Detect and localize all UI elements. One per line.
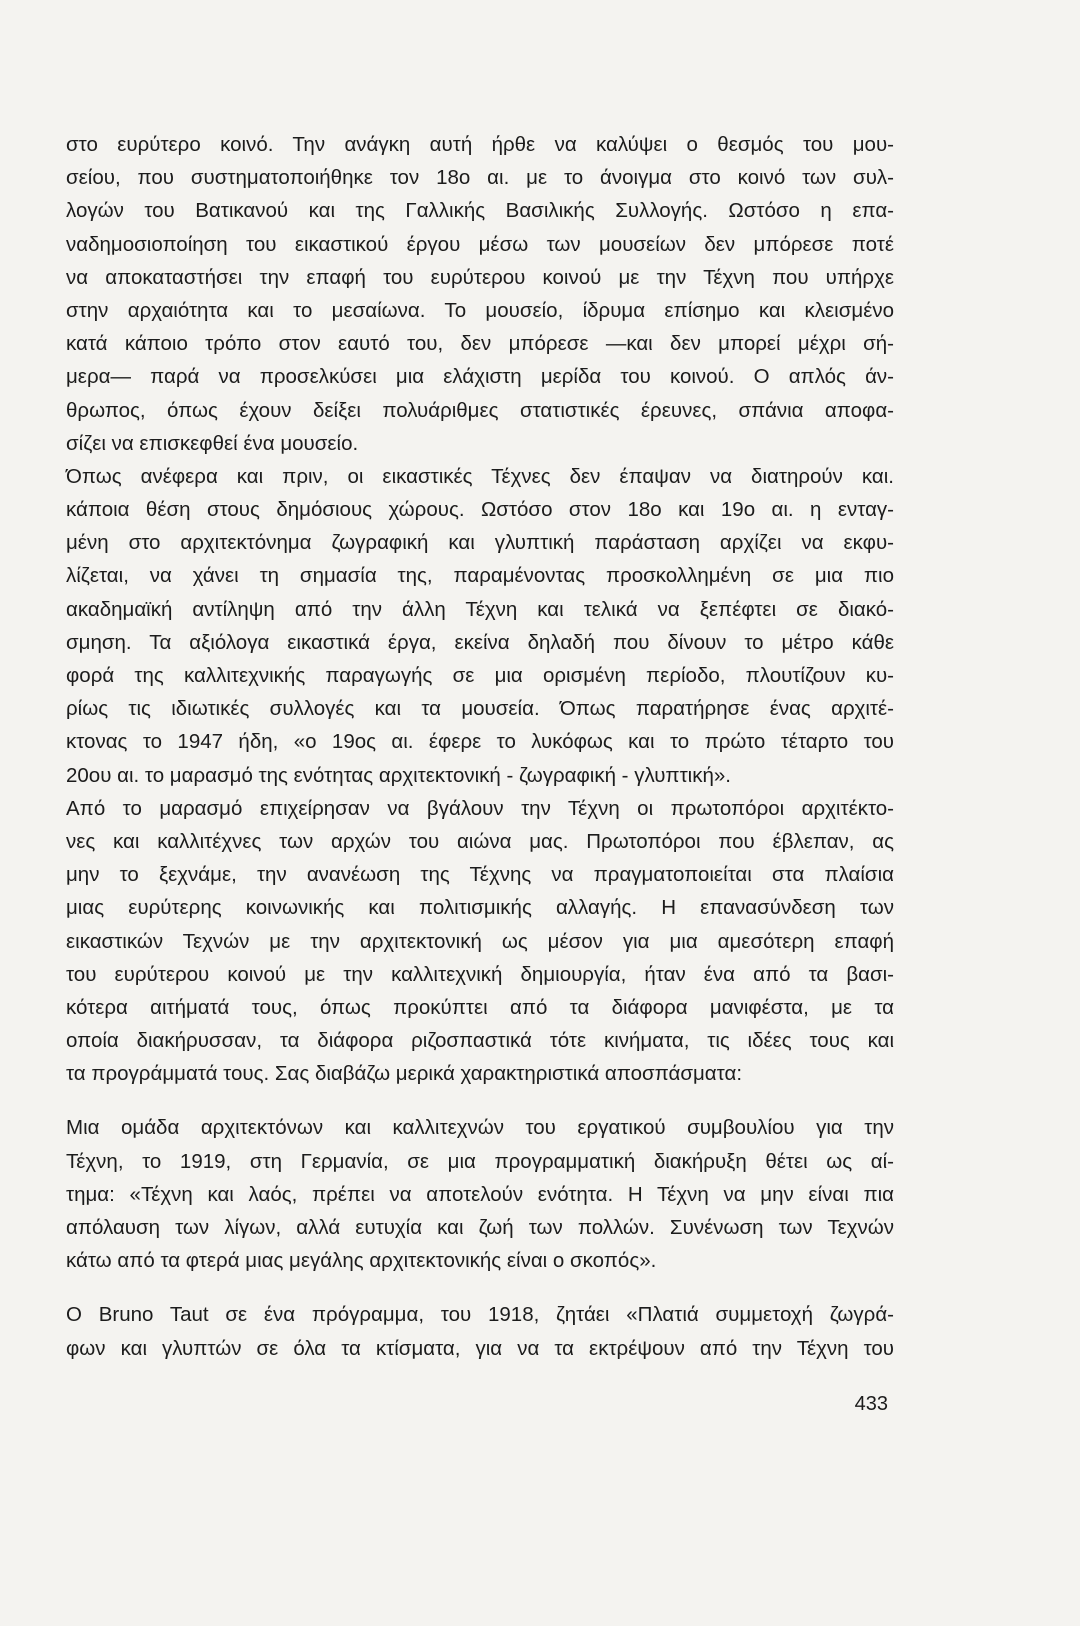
text-line: κάποια θέση στους δημόσιους χώρους. Ωστόσο στον 18ο και 19ο αι. η ενταγ-	[66, 498, 894, 522]
text-line: ρίως τις ιδιωτικές συλλογές και τα μουσεία. Όπως παρατήρησε ένας αρχιτέ-	[66, 697, 894, 721]
text-line: σίζει να επισκεφθεί ένα μουσείο.	[66, 431, 359, 455]
text-line: ναδημοσιοποίηση του εικαστικού έργου μέσω των μουσείων δεν μπόρεσε ποτέ	[66, 232, 894, 256]
text-line: φων και γλυπτών σε όλα τα κτίσματα, για να τα εκτρέψουν από την Τέχνη του	[66, 1336, 894, 1360]
text-line: εικαστικών Τεχνών με την αρχιτεκτονική ως μέσον για μια αμεσότερη επαφή	[66, 929, 894, 953]
text-line: νες και καλλιτέχνες των αρχών του αιώνα μας. Πρωτοπόροι που έβλεπαν, ας	[66, 829, 894, 853]
text-line: κάτω από τα φτερά μιας μεγάλης αρχιτεκτονικής είναι ο σκοπός».	[66, 1249, 657, 1273]
text-line: φορά της καλλιτεχνικής παραγωγής σε μια ορισμένη περίοδο, πλουτίζουν κυ-	[66, 664, 894, 687]
paragraph	[66, 1111, 894, 1277]
body-text	[66, 128, 894, 1365]
text-line: κότερα αιτήματά τους, όπως προκύπτει από τα διάφορα μανιφέστα, με τα	[66, 995, 894, 1019]
paragraph	[66, 1298, 894, 1364]
text-line: τα προγράμματά τους. Σας διαβάζω μερικά χαρακτηριστικά αποσπάσματα:	[66, 1062, 743, 1086]
text-line: 20ου αι. το μαρασμό της ενότητας αρχιτεκτονική - ζωγραφική - γλυπτική».	[66, 763, 731, 787]
text-line: μένη στο αρχιτεκτόνημα ζωγραφική και γλυπτική παράσταση αρχίζει να εκφυ-	[66, 531, 894, 555]
text-line: τημα: «Τέχνη και λαός, πρέπει να αποτελούν ενότητα. Η Τέχνη να μην είναι πια	[66, 1182, 894, 1206]
text-line: λογών του Βατικανού και της Γαλλικής Βασιλικής Συλλογής. Ωστόσο η επα-	[66, 199, 894, 223]
paragraph-gap	[66, 1277, 894, 1298]
paragraph	[66, 792, 894, 1091]
text-line: Ο Bruno Taut σε ένα πρόγραμμα, του 1918, ζητάει «Πλατιά συμμετοχή ζωγρά-	[66, 1303, 894, 1327]
text-line: ακαδημαϊκή αντίληψη από την άλλη Τέχνη και τελικά να ξεπέφτει σε διακό-	[66, 597, 894, 621]
text-line: του ευρύτερου κοινού με την καλλιτεχνική δημιουργία, ήταν ένα από τα βασι-	[66, 962, 894, 986]
text-line: μιας ευρύτερης κοινωνικής και πολιτισμικής αλλαγής. Η επανασύνδεση των	[66, 896, 894, 920]
page-number: 433	[854, 1393, 888, 1415]
text-line: κτονας το 1947 ήδη, «ο 19ος αι. έφερε το λυκόφως και το πρώτο τέταρτο του	[66, 730, 894, 754]
text-line: Τέχνη, το 1919, στη Γερμανία, σε μια προγραμματική διακήρυξη θέτει ως αί-	[66, 1149, 894, 1173]
text-line: να αποκαταστήσει την επαφή του ευρύτερου κοινού με την Τέχνη που υπήρχε	[66, 265, 894, 289]
paragraph-gap	[66, 1090, 894, 1111]
text-line: Από το μαρασμό επιχείρησαν να βγάλουν την Τέχνη οι πρωτοπόροι αρχιτέκτο-	[66, 796, 894, 820]
text-line: στην αρχαιότητα και το μεσαίωνα. Το μουσείο, ίδρυμα επίσημο και κλεισμένο	[66, 298, 894, 322]
text-line: σμηση. Τα αξιόλογα εικαστικά έργα, εκείνα δηλαδή που δίνουν το μέτρο κάθε	[66, 630, 894, 654]
text-line: μην το ξεχνάμε, την ανανέωση της Τέχνης να πραγματοποιείται στα πλαίσια	[66, 863, 894, 887]
paragraph	[66, 460, 894, 792]
paragraph	[66, 128, 894, 460]
text-line: θρωπος, όπως έχουν δείξει πολυάριθμες στατιστικές έρευνες, σπάνια αποφα-	[66, 398, 894, 422]
text-line: στο ευρύτερο κοινό. Την ανάγκη αυτή ήρθε να καλύψει ο θεσμός του μου-	[66, 133, 894, 156]
text-line: λίζεται, να χάνει τη σημασία της, παραμένοντας προσκολλημένη σε μια πιο	[66, 564, 894, 588]
text-line: μερα— παρά να προσελκύσει μια ελάχιστη μερίδα του κοινού. Ο απλός άν-	[66, 365, 894, 389]
text-line: Μια ομάδα αρχιτεκτόνων και καλλιτεχνών του εργατικού συμβουλίου για την	[66, 1116, 894, 1140]
text-line: Όπως ανέφερα και πριν, οι εικαστικές Τέχνες δεν έπαψαν να διατηρούν και.	[66, 464, 894, 488]
text-line: απόλαυση των λίγων, αλλά ευτυχία και ζωή των πολλών. Συνένωση των Τεχνών	[66, 1216, 894, 1239]
text-line: σείου, που συστηματοποιήθηκε τον 18ο αι. με το άνοιγμα στο κοινό των συλ-	[66, 166, 894, 190]
text-line: οποία διακήρυσσαν, τα διάφορα ριζοσπαστικά τότε κινήματα, τις ιδέες τους και	[66, 1029, 894, 1053]
text-line: κατά κάποιο τρόπο στον εαυτό του, δεν μπόρεσε —και δεν μπορεί μέχρι σή-	[66, 332, 894, 356]
